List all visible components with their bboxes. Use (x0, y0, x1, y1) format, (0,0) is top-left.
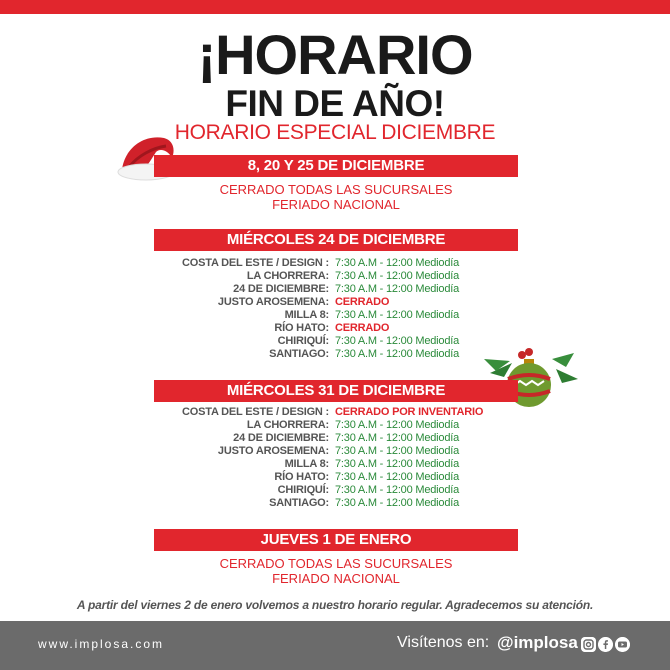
branch-name: CHIRIQUÍ: (277, 335, 329, 347)
schedule-list-dec-24 (150, 257, 570, 361)
branch-name: JUSTO AROSEMENA: (217, 296, 329, 308)
schedule-row (150, 458, 570, 471)
branch-hours: 7:30 A.M - 12:00 Mediodía (335, 309, 460, 321)
schedule-row (150, 283, 570, 296)
branch-hours: CERRADO (335, 322, 390, 334)
branch-name: JUSTO AROSEMENA: (217, 445, 329, 457)
branch-name: SANTIAGO: (269, 348, 329, 360)
branch-hours: 7:30 A.M - 12:00 Mediodía (335, 270, 460, 282)
branch-hours: 7:30 A.M - 12:00 Mediodía (335, 497, 460, 509)
section-heading-dec-8-20-25: 8, 20 Y 25 DE DICIEMBRE (154, 155, 518, 177)
branch-name: 24 DE DICIEMBRE: (233, 283, 329, 295)
schedule-row (150, 270, 570, 283)
schedule-row (150, 296, 570, 309)
branch-hours: 7:30 A.M - 12:00 Mediodía (335, 348, 460, 360)
branch-hours: 7:30 A.M - 12:00 Mediodía (335, 484, 460, 496)
schedule-row (150, 322, 570, 335)
section-note-line1: CERRADO TODAS LAS SUCURSALES (219, 182, 453, 197)
schedule-row (150, 335, 570, 348)
schedule-row (150, 309, 570, 322)
schedule-list-dec-31 (150, 406, 570, 510)
section-heading-jan-1: JUEVES 1 DE ENERO (154, 529, 518, 551)
schedule-row (150, 348, 570, 361)
schedule-row (150, 432, 570, 445)
schedule-row (150, 484, 570, 497)
branch-name: SANTIAGO: (269, 497, 329, 509)
branch-hours: 7:30 A.M - 12:00 Mediodía (335, 458, 460, 470)
website-link[interactable]: www.implosa.com (38, 637, 165, 651)
section-note-line2: FERIADO NACIONAL (272, 197, 400, 212)
page-title: ¡HORARIO (197, 23, 473, 86)
section-heading-dec-31: MIÉRCOLES 31 DE DICIEMBRE (154, 380, 518, 402)
youtube-icon[interactable] (615, 637, 630, 652)
branch-hours: 7:30 A.M - 12:00 Mediodía (335, 419, 460, 431)
branch-hours: CERRADO (335, 296, 390, 308)
branch-hours: 7:30 A.M - 12:00 Mediodía (335, 445, 460, 457)
schedule-row (150, 257, 570, 270)
schedule-row (150, 471, 570, 484)
branch-name: COSTA DEL ESTE / DESIGN : (182, 257, 329, 269)
branch-name: 24 DE DICIEMBRE: (233, 432, 329, 444)
branch-name: RÍO HATO: (274, 322, 329, 334)
schedule-row (150, 406, 570, 419)
top-accent-bar (0, 0, 670, 14)
branch-name: LA CHORRERA: (246, 270, 329, 282)
page-subtitle: HORARIO ESPECIAL DICIEMBRE (174, 121, 496, 144)
visit-label: Visítenos en: (397, 634, 490, 651)
branch-hours: 7:30 A.M - 12:00 Mediodía (335, 471, 460, 483)
branch-name: RÍO HATO: (274, 471, 329, 483)
social-handle[interactable]: @implosa (497, 633, 578, 652)
branch-hours: 7:30 A.M - 12:00 Mediodía (335, 257, 460, 269)
branch-name: MILLA 8: (284, 309, 329, 321)
footer-bar (0, 621, 670, 670)
branch-hours: 7:30 A.M - 12:00 Mediodía (335, 335, 460, 347)
instagram-icon[interactable] (581, 637, 596, 652)
section-note-line2: FERIADO NACIONAL (272, 571, 400, 586)
schedule-row (150, 445, 570, 458)
branch-hours: 7:30 A.M - 12:00 Mediodía (335, 283, 460, 295)
schedule-row (150, 419, 570, 432)
branch-name: CHIRIQUÍ: (277, 484, 329, 496)
schedule-row (150, 497, 570, 510)
branch-name: MILLA 8: (284, 458, 329, 470)
section-heading-dec-24: MIÉRCOLES 24 DE DICIEMBRE (154, 229, 518, 251)
regular-hours-notice: A partir del viernes 2 de enero volvemos a nuestro horario regular. Agradecemos su atención. (76, 598, 594, 612)
section-note-line1: CERRADO TODAS LAS SUCURSALES (219, 556, 453, 571)
branch-hours: CERRADO POR INVENTARIO (335, 406, 484, 418)
branch-hours: 7:30 A.M - 12:00 Mediodía (335, 432, 460, 444)
branch-name: LA CHORRERA: (246, 419, 329, 431)
branch-name: COSTA DEL ESTE / DESIGN : (182, 406, 329, 418)
facebook-icon[interactable] (598, 637, 613, 652)
page-title-line2: FIN DE AÑO! (225, 83, 445, 124)
